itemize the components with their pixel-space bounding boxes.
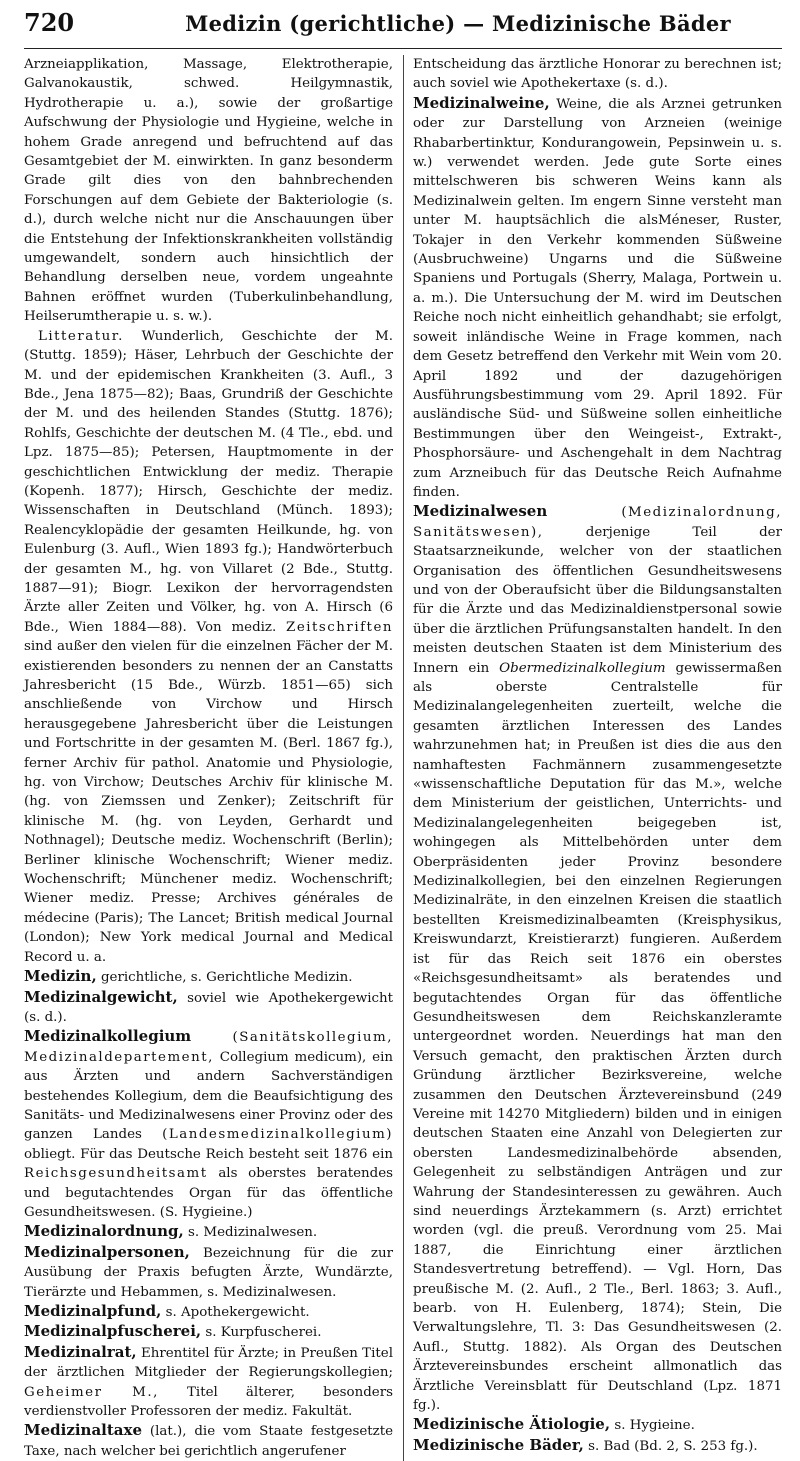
- entry-term: Reichsgesundheitsamt: [24, 1166, 208, 1182]
- entry-text: s. Medizinalwesen.: [187, 1225, 318, 1241]
- entry-text: als oberstes beratendes und begutachtendes Organ für das öffentliche Gesundheitswesen. (S. Hygieine.): [24, 1166, 393, 1220]
- entry-text: Collegium medicum), ein aus Ärzten und andern Sachverständigen bestehendes Kollegium, dem die Beaufsichtigung des Sanitäts- und Medizinalwesens einer Provinz oder des ganzen Landes: [24, 1049, 393, 1143]
- entry-synonym: (Landesmedizinalkollegium): [162, 1127, 393, 1143]
- running-title: Medizin (gerichtliche) — Medizinische Bäder: [185, 11, 731, 36]
- entry: [24, 967, 393, 987]
- paragraph: Arzneiapplikation, Massage, Elektrotherapie, Galvanokaustik, schwed. Heilgymnastik, Hydrotherapie u. a.), sowie der großartige Aufschwung der Physiologie und Hygieine, welche in hohem Grade anregend und befruchtend auf das Gesamtgebiet der M. einwirkten. In ganz besonderm Grade gilt dies von den bahnbrechenden Forschungen auf dem Gebiete der Bakteriologie (s. d.), durch welche nicht nur die Anschauungen über die Entstehung der Infektionskrankheiten vollständig umgewandelt, sondern auch hinsichtlich der Behandlung derselben neue, vordem ungeahnte Bahnen eröffnet wurden (Tuberkulinbehandlung, Heilserumtherapie u. s. w.).: [24, 57, 393, 325]
- entry-lemma: Medizinalweine,: [413, 93, 550, 112]
- literature-label: Litteratur.: [38, 328, 124, 344]
- entry-text: gewissermaßen als oberste Centralstelle für Medizinalangelegenheiten zuerteilt, welche die gesamten ärztlichen Interessen des Landes wahrzunehmen hat; in Preußen ist dies die aus den namhaftesten Fachmännern zusammengesetzte «wissenschaftliche Deputation für das M.», welche dem Ministerium der geistlichen, Unterrichts- und Medizinalangelegenheiten beigegeben ist, wohingegen als Mittelbehörden unter dem Oberpräsidenten jeder Provinz besondere Medizinalkollegien, bei den einzelnen Regierungen Medizinalräte, in den einzelnen Kreisen die staatlich bestellten Kreismedizinalbeamten (Kreisphysikus, Kreiswundarzt, Kreistierarzt) fungieren. Außerdem ist für das Reich seit 1876 ein oberstes «Reichsgesundheitsamt» als beratendes und begutachtendes Organ für das öffentliche Gesundheitswesen dem Reichskanzleramte untergeordnet worden. Neuerdings hat man den Versuch gemacht, den praktischen Ärzten durch Gründung ärztlicher Bezirksvereine, welche zusammen den Deutschen Ärztevereinsbund (249 Vereine mit 14270 Mitgliedern) bilden und in einigen deutschen Staaten eine Anzahl von Delegierten zur obersten Landesmedizinalbehörde absenden, Gelegenheit zu selbständigen Anträgen und zur Wahrung der Standesinteressen zu gewähren. Auch sind neuerdings Ärztekammern (s. Arzt) errichtet worden (vgl. die preuß. Verordnung vom 25. Mai 1887, die Einrichtung einer ärztlichen Standesvertretung betreffend). — Vgl. Horn, Das preußische M. (2. Aufl., 2 Tle., Berl. 1863; 3. Aufl., bearb. von H. Eulenberg, 1874); Stein, Die Verwaltungslehre, Tl. 3: Das Gesundheitswesen (2. Aufl., Stuttg. 1882). Als Organ des Deutschen Ärztevereinsbundes erscheint allmonatlich das Ärztliche Vereinsblatt für Deutschland (Lpz. 1871 fg.).: [413, 660, 782, 1414]
- entry-text: soviel wie Apothekergewicht (s. d.).: [24, 990, 393, 1025]
- entry-lemma: Medizinische Ätiologie,: [413, 1415, 611, 1434]
- entry-text: (lat.), die vom Staate festgesetzte Taxe, nach welcher bei gerichtlich angerufener: [24, 1424, 393, 1459]
- entry-term: Geheimer M.,: [24, 1384, 159, 1400]
- entry-text: s. Bad (Bd. 2, S. 253 fg.).: [588, 1438, 758, 1454]
- entry: [24, 1243, 393, 1302]
- entry-text: Titel älterer, besonders verdienstvoller Professoren der mediz. Fakultät.: [24, 1384, 393, 1420]
- entry: [24, 1343, 393, 1422]
- entry-lemma: Medizinische Bäder,: [413, 1435, 584, 1454]
- left-column: [24, 55, 393, 1461]
- entry-synonyms: (Sanitätskollegium, Medizinaldepartement,: [24, 1030, 393, 1065]
- entry-text: Ehrentitel für Ärzte; in Preußen Titel der ärztlichen Mitglieder der Regierungskollegien;: [24, 1345, 393, 1381]
- text-columns: [24, 55, 782, 1461]
- right-column: [403, 55, 782, 1461]
- entry-lemma: Medizinalwesen: [413, 502, 548, 521]
- entry: [413, 502, 782, 1415]
- entry-lemma: Medizinalrat,: [24, 1342, 137, 1361]
- paragraph: Entscheidung das ärztliche Honorar zu berechnen ist; auch soviel wie Apothekertaxe (s. d.).: [413, 57, 782, 92]
- entry: [24, 1421, 393, 1461]
- entry: [24, 988, 393, 1028]
- entry-lemma: Medizinalgewicht,: [24, 987, 178, 1006]
- entry: [24, 1302, 393, 1322]
- entry-text: gerichtliche, s. Gerichtliche Medizin.: [100, 970, 353, 986]
- entry: [24, 1027, 393, 1222]
- entry-lemma: Medizinalpfuscherei,: [24, 1322, 202, 1341]
- entry-term: Obermedizinalkollegium: [499, 660, 666, 676]
- entry-text: obliegt. Für das Deutsche Reich besteht seit 1876 ein: [24, 1146, 393, 1162]
- entry-text: derjenige Teil der Staatsarzneikunde, welcher von der staatlichen Organisation des öffentlichen Gesundheitswesens und von der Oberaufsicht über die Bildungsanstalten für die Ärzte und das Medizinaldienstpersonal sowie über die ärztlichen Prüfungsanstalten handelt. In den meisten deutschen Staaten ist dem Ministerium des Innern ein: [413, 524, 782, 676]
- entry-lemma: Medizinalpfund,: [24, 1302, 162, 1320]
- journals-label: Zeitschriften: [286, 619, 393, 635]
- entry: [413, 1436, 782, 1456]
- literature-text: Wunderlich, Geschichte der M. (Stuttg. 1859); Häser, Lehrbuch der Geschichte der M. und der epidemischen Krankheiten (3. Aufl., 3 Bde., Jena 1875—82); Baas, Grundriß der Geschichte der M. und des heilenden Standes (Stuttg. 1876); Rohlfs, Geschichte der deutschen M. (4 Tle., ebd. und Lpz. 1875—85); Petersen, Hauptmomente in der geschichtlichen Entwicklung der mediz. Therapie (Kopenh. 1877); Hirsch, Geschichte der mediz. Wissenschaften in Deutschland (Münch. 1893); Realencyklopädie der gesamten Heilkunde, hg. von Eulenburg (3. Aufl., Wien 1893 fg.); Handwörterbuch der gesamten M., hg. von Villaret (2 Bde., Stuttg. 1887—91); Biogr. Lexikon der hervorragendsten Ärzte aller Zeiten und Völker, hg. von A. Hirsch (6 Bde., Wien 1884—88).: [24, 328, 393, 635]
- entry-text: s. Hygieine.: [614, 1418, 695, 1434]
- entry-lemma: Medizinalpersonen,: [24, 1242, 190, 1261]
- entry-text: Weine, die als Arznei getrunken oder zur Darstellung von Arzneien (weinige Rhabarbertinktur, Kondurangowein, Pepsinwein u. s. w.) verwendet werden. Jede gute Sorte eines mittelschweren bis schweren Weins kann als Medizinalwein gelten. Im engern Sinne versteht man unter M. hauptsächlich die alsMéneser, Ruster, Tokajer in den Verkehr kommenden Süßweine (Ausbruchweine) Ungarns und die Süßweine Spaniens und Portugals (Sherry, Malaga, Portwein u. a. m.). Die Untersuchung der M. wird im Deutschen Reiche noch nicht einheitlich gehandhabt; sie erfolgt, soweit inländische Weine in Frage kommen, nach dem Gesetz betreffend den Verkehr mit Wein vom 20. April 1892 und der dazugehörigen Ausführungsbestimmung vom 29. April 1892. Für ausländische Süd- und Süßweine sollen einheitliche Bestimmungen über den Weingeist-, Extrakt-, Phosphorsäure- und Aschengehalt in dem Nachtrag zum Arzneibuch für das Deutsche Reich Aufnahme finden.: [413, 96, 782, 500]
- entry-lemma: Medizinalkollegium: [24, 1027, 192, 1046]
- page-number: 720: [24, 8, 75, 37]
- entry-text: Bezeichnung für die zur Ausübung der Praxis befugten Ärzte, Wundärzte, Tierärzte und Hebammen, s. Medizinalwesen.: [24, 1245, 393, 1300]
- page-header: [24, 8, 782, 49]
- entry: [24, 1322, 393, 1342]
- entry: [413, 94, 782, 503]
- entry-synonyms: (Medizinalordnung, Sanitätswesen),: [413, 505, 782, 540]
- journals-text: sind außer den vielen für die einzelnen Fächer der M. existierenden besonders zu nennen der an Canstatts Jahresbericht (15 Bde., Würzb. 1851—65) sich anschließende von Virchow und Hirsch herausgegebene Jahresbericht über die Leistungen und Fortschritte in der gesamten M. (Berl. 1867 fg.), ferner Archiv für pathol. Anatomie und Physiologie, hg. von Virchow; Deutsches Archiv für klinische M. (hg. von Ziemssen und Zenker); Zeitschrift für klinische M. (hg. von Leyden, Gerhardt und Nothnagel); Deutsche mediz. Wochenschrift (Berlin); Berliner klinische Wochenschrift; Wiener mediz. Wochenschrift; Münchener mediz. Wochenschrift; Wiener mediz. Presse; Archives générales de médecine (Paris); The Lancet; British medical Journal (London); New York medical Journal and Medical Record u. a.: [24, 639, 393, 965]
- entry: [24, 1222, 393, 1242]
- entry-lemma: Medizinalordnung,: [24, 1222, 184, 1241]
- literature-paragraph: [24, 327, 393, 967]
- entry-lemma: Medizinaltaxe: [24, 1421, 143, 1440]
- journals-intro: Von mediz.: [196, 619, 277, 635]
- entry-text: s. Kurpfuscherei.: [205, 1325, 322, 1341]
- entry: [413, 1415, 782, 1435]
- entry-text: s. Apothekergewicht.: [165, 1305, 310, 1320]
- entry-lemma: Medizin,: [24, 967, 97, 986]
